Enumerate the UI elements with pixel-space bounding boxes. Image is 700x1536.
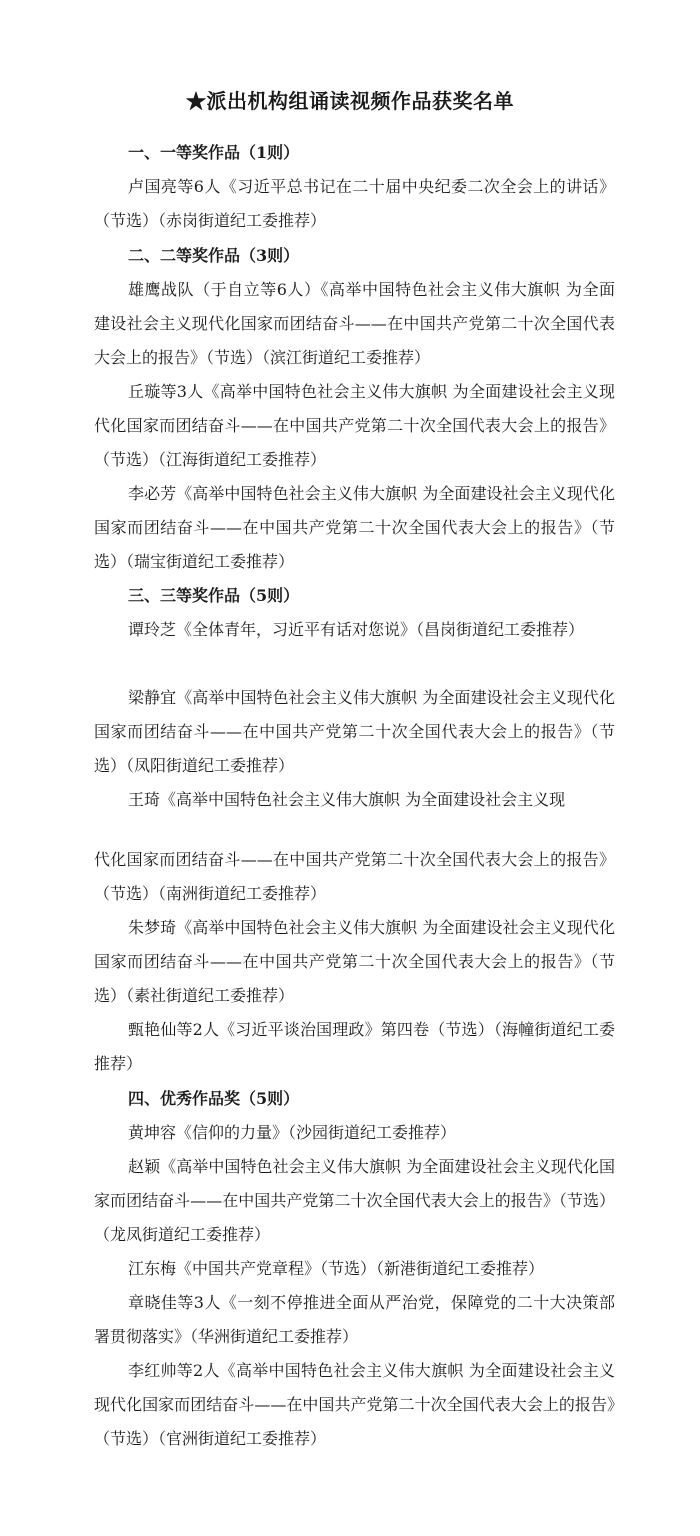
award-entry-continued: 代化国家而团结奋斗——在中国共产党第二十次全国代表大会上的报告》（节选）（南洲街道纪工委推荐） [94, 850, 615, 903]
section-heading-second-prize: 二、二等奖作品（3则） [128, 246, 300, 265]
section-heading-excellence-award: 四、优秀作品奖（5则） [128, 1089, 300, 1108]
award-entry: 甄艳仙等2人《习近平谈治国理政》第四卷（节选）（海幢街道纪工委推荐） [94, 1020, 615, 1073]
award-entry: 赵颖《高举中国特色社会主义伟大旗帜 为全面建设社会主义现代化国家而团结奋斗——在中国共产党第二十次全国代表大会上的报告》（节选）（龙凤街道纪工委推荐） [94, 1157, 615, 1244]
section-heading-third-prize: 三、三等奖作品（5则） [128, 586, 300, 605]
page-title: ★派出机构组诵读视频作品获奖名单 [186, 89, 514, 113]
award-entry: 朱梦琦《高举中国特色社会主义伟大旗帜 为全面建设社会主义现代化国家而团结奋斗——在中国共产党第二十次全国代表大会上的报告》（节选）（素社街道纪工委推荐） [94, 918, 615, 1005]
award-entry: 雄鹰战队（于自立等6人）《高举中国特色社会主义伟大旗帜 为全面建设社会主义现代化国家而团结奋斗——在中国共产党第二十次全国代表大会上的报告》（节选）（滨江街道纪工委推荐） [94, 280, 615, 367]
award-entry: 黄坤容《信仰的力量》（沙园街道纪工委推荐） [128, 1123, 457, 1142]
award-entry: 王琦《高举中国特色社会主义伟大旗帜 为全面建设社会主义现 [128, 790, 566, 809]
award-entry: 梁静宜《高举中国特色社会主义伟大旗帜 为全面建设社会主义现代化国家而团结奋斗——在中国共产党第二十次全国代表大会上的报告》（节选）（凤阳街道纪工委推荐） [94, 688, 615, 775]
award-entry: 李红帅等2人《高举中国特色社会主义伟大旗帜 为全面建设社会主义现代化国家而团结奋斗——在中国共产党第二十次全国代表大会上的报告》（节选）（官洲街道纪工委推荐） [94, 1361, 615, 1448]
award-entry: 江东梅《中国共产党章程》（节选）（新港街道纪工委推荐） [128, 1259, 545, 1278]
award-entry: 章晓佳等3人《一刻不停推进全面从严治党，保障党的二十大决策部署贯彻落实》（华洲街道纪工委推荐） [94, 1293, 615, 1346]
award-entry: 丘璇等3人《高举中国特色社会主义伟大旗帜 为全面建设社会主义现代化国家而团结奋斗——在中国共产党第二十次全国代表大会上的报告》（节选）（江海街道纪工委推荐） [94, 382, 615, 469]
award-entry: 谭玲芝《全体青年，习近平有话对您说》（昌岗街道纪工委推荐） [128, 620, 585, 639]
award-entry: 李必芳《高举中国特色社会主义伟大旗帜 为全面建设社会主义现代化国家而团结奋斗——在中国共产党第二十次全国代表大会上的报告》（节选）（瑞宝街道纪工委推荐） [94, 484, 615, 571]
section-heading-first-prize: 一、一等奖作品（1则） [128, 143, 300, 162]
award-entry: 卢国亮等6人《习近平总书记在二十届中央纪委二次全会上的讲话》（节选）（赤岗街道纪工委推荐） [94, 177, 615, 230]
